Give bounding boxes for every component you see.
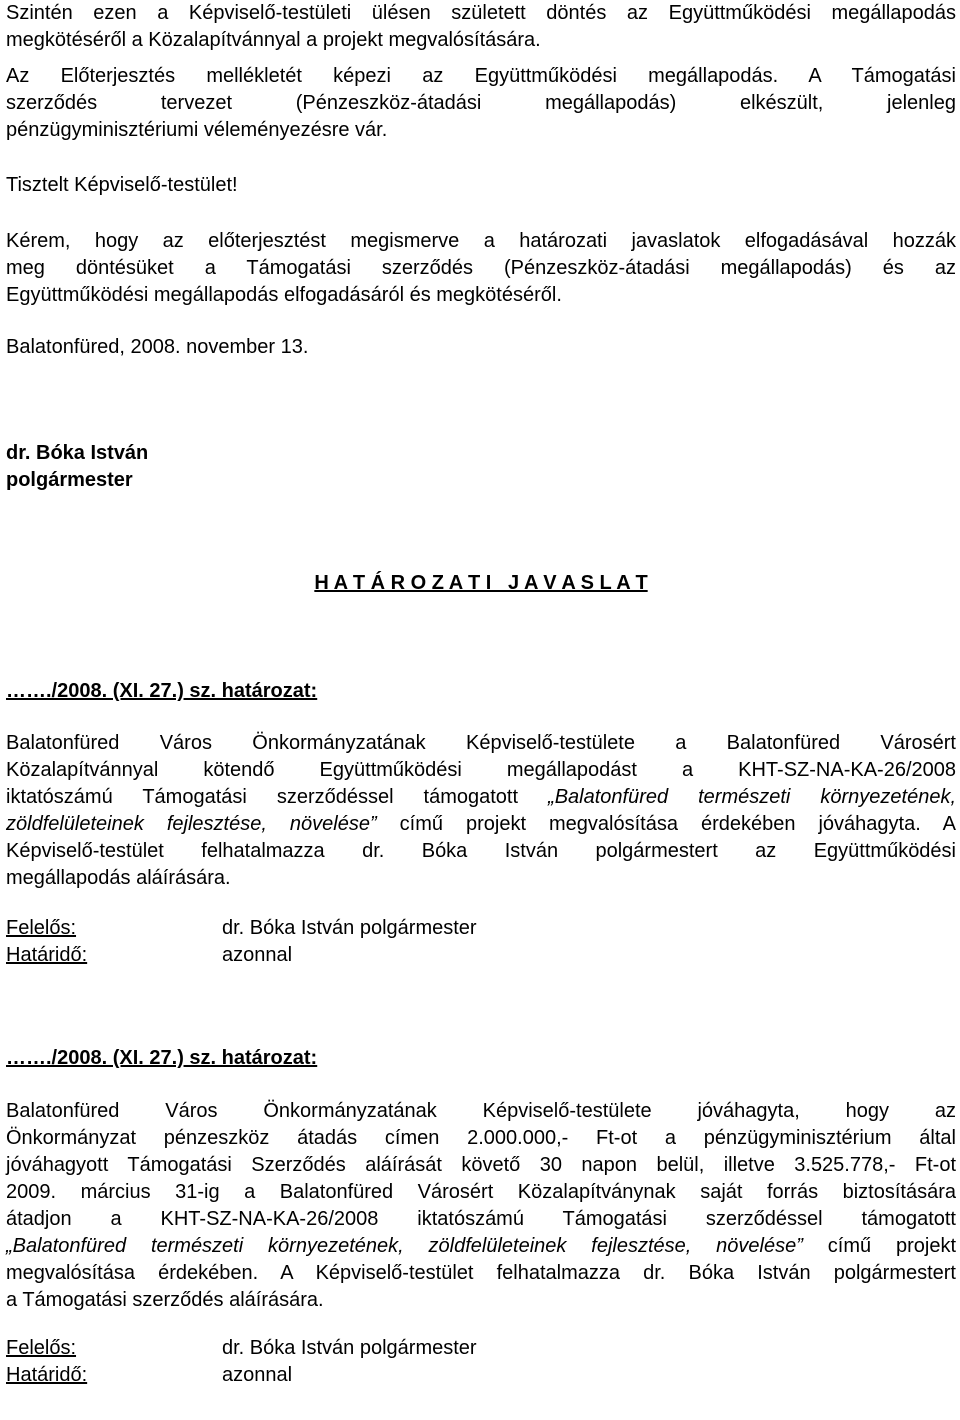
resolution-number: ……./2008. (XI. 27.) sz. határozat:: [6, 680, 318, 702]
deadline-row: [6, 942, 956, 969]
text-line: Együttműködési megállapodás elfogadásáról és megkötéséről.: [6, 284, 562, 306]
text-line: [6, 811, 956, 838]
resolution-proposal-heading: H A T Á R O Z A T I J A V A S L A T: [314, 572, 648, 594]
text-line: Közalapítvánnyal kötendő Együttműködési megállapodást a KHT-SZ-NA-KA-26/2008: [6, 759, 956, 781]
text-line: 2009. március 31-ig a Balatonfüred Városért Közalapítványnak saját forrás biztosítására: [6, 1181, 956, 1203]
text-line: Az Előterjesztés mellékletét képezi az Együttműködési megállapodás. A Támogatási: [6, 65, 956, 87]
deadline-label: Határidő:: [6, 1364, 88, 1386]
responsible-value: dr. Bóka István polgármester: [222, 1337, 477, 1359]
signatory-role: polgármester: [6, 469, 133, 491]
place-date-text: Balatonfüred, 2008. november 13.: [6, 336, 309, 358]
salutation-text: Tisztelt Képviselő-testület!: [6, 174, 238, 196]
deadline-value: azonnal: [222, 944, 293, 966]
text-line: megkötéséről a Közalapítvánnyal a projekt megvalósítására.: [6, 29, 541, 51]
text-line: megállapodás aláírására.: [6, 867, 231, 889]
text-line: pénzügyminisztériumi véleményezésre vár.: [6, 119, 388, 141]
text-line: szerződés tervezet (Pénzeszköz-átadási megállapodás) elkészült, jelenleg: [6, 92, 956, 114]
text-line: [6, 784, 956, 811]
resolution-1: [6, 678, 956, 705]
resolution-1-responsibility: [6, 915, 956, 969]
text-segment: című projekt: [802, 1235, 956, 1257]
place-date: [6, 334, 956, 361]
responsible-value: dr. Bóka István polgármester: [222, 917, 477, 939]
text-segment: című projekt megvalósítása érdekében jóváhagyta. A: [376, 813, 956, 835]
text-line: átadjon a KHT-SZ-NA-KA-26/2008 iktatószámú Támogatási szerződéssel támogatott: [6, 1208, 956, 1230]
resolution-number: ……./2008. (XI. 27.) sz. határozat:: [6, 1047, 318, 1069]
responsible-label: Felelős:: [6, 1337, 77, 1359]
project-title-italic: „Balatonfüred természeti környezetének,: [548, 786, 956, 808]
salutation: [6, 172, 956, 199]
text-line: Balatonfüred Város Önkormányzatának Képviselő-testülete a Balatonfüred Városért: [6, 732, 956, 754]
text-line: Kérem, hogy az előterjesztést megismerve a határozati javaslatok elfogadásával hozzák: [6, 230, 956, 252]
text-line: meg döntésüket a Támogatási szerződés (Pénzeszköz-átadási megállapodás) és az: [6, 257, 956, 279]
responsible-row: [6, 1335, 956, 1362]
resolution-1-body: [6, 730, 956, 892]
intro-paragraph-1: [6, 0, 956, 54]
text-line: Szintén ezen a Képviselő-testületi ülésen született döntés az Együttműködési megállapodás: [6, 2, 956, 24]
deadline-row: [6, 1362, 956, 1389]
project-title-italic: „Balatonfüred természeti környezetének, zöldfelületeinek fejlesztése, növelése”: [6, 1235, 803, 1257]
responsible-label: Felelős:: [6, 917, 77, 939]
text-line: Balatonfüred Város Önkormányzatának Képviselő-testülete jóváhagyta, hogy az: [6, 1100, 956, 1122]
text-segment: iktatószámú Támogatási szerződéssel támogatott: [6, 786, 549, 808]
resolution-2: [6, 1045, 956, 1072]
text-line: jóváhagyott Támogatási Szerződés aláírását követő 30 napon belül, illetve 3.525.778,- Ft-ot: [6, 1154, 956, 1176]
project-title-italic: zöldfelületeinek fejlesztése, növelése”: [6, 813, 377, 835]
signature-block: [6, 440, 956, 494]
intro-paragraph-2: [6, 63, 956, 144]
responsible-row: [6, 915, 956, 942]
signatory-name: dr. Bóka István: [6, 442, 149, 464]
resolution-2-responsibility: [6, 1335, 956, 1389]
text-line: Önkormányzat pénzeszköz átadás címen 2.000.000,- Ft-ot a pénzügyminisztérium által: [6, 1127, 956, 1149]
intro-paragraph-3: [6, 228, 956, 309]
deadline-label: Határidő:: [6, 944, 88, 966]
text-line: [6, 1233, 956, 1260]
text-line: megvalósítása érdekében. A Képviselő-testület felhatalmazza dr. Bóka István polgármestert: [6, 1262, 956, 1284]
resolution-2-body: [6, 1098, 956, 1314]
text-line: a Támogatási szerződés aláírására.: [6, 1289, 324, 1311]
deadline-value: azonnal: [222, 1364, 293, 1386]
text-line: Képviselő-testület felhatalmazza dr. Bóka István polgármestert az Együttműködési: [6, 840, 956, 862]
